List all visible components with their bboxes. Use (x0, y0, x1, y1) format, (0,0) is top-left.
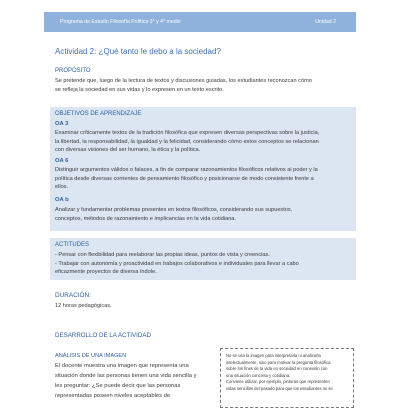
note-line: Conviene utilizar, por ejemplo, pinturas que representen (226, 379, 330, 385)
oa-line: con diversas visiones del ser humano, la ética y la política. (55, 147, 201, 154)
activity-title: Actividad 2: ¿Qué tanto le debo a la sociedad? (55, 47, 221, 56)
note-line: una situación concreta y cotidiana. (226, 372, 291, 378)
actitudes-box (50, 238, 356, 280)
proposito-line: se refleja la sociedad en sus vidas y lo expresen en un texto escrito. (55, 86, 224, 93)
objetivos-title: OBJETIVOS DE APRENDIZAJE (55, 111, 142, 117)
oa-text (55, 166, 351, 192)
oa-line: la libertad, la responsabilidad, la igualdad y la felicidad, considerando cómo estos conceptos se relacionan (55, 138, 319, 145)
objetivos-box (50, 107, 356, 231)
note-line: intelectualmente, sino para motivar la pregunta filosófica (226, 359, 331, 365)
teacher-note (220, 348, 354, 408)
actitudes-line: eficazmente proyectos de diversa índole. (55, 269, 157, 276)
analisis-line: situación donde las personas tienen una vida sencilla y (55, 373, 197, 379)
actitudes-title: ACTITUDES (55, 242, 90, 248)
analisis-line: les preguntar: ¿Se puede decir que las personas (55, 383, 181, 389)
program-name: Programa de Estudio Filosofía Política 3° y 4° medio (60, 19, 181, 25)
desarrollo-title: DESARROLLO DE LA ACTIVIDAD (55, 332, 151, 339)
actitudes-line: - Trabajar con autonomía y proactividad en trabajos colaborativos e individuales para llevar a cabo (55, 260, 299, 267)
oa-line: Analizar y fundamentar problemas presentes en textos filosóficos, considerando sus supuestos, (55, 207, 293, 213)
analisis-title: ANÁLISIS DE UNA IMAGEN (55, 353, 127, 359)
proposito-text (55, 77, 351, 94)
duracion-title: DURACIÓN: (55, 292, 91, 299)
note-line: No se usa la imagen para interpretarla ni analizarla (226, 353, 321, 358)
actitudes-line: - Pensar con flexibilidad para reelaborar las propias ideas, puntos de vista y creencias. (55, 252, 270, 258)
oa-line: Distinguir argumentos válidos o falaces, a fin de comparar razonamientos filosóficos relativos al poder y la (55, 167, 318, 173)
oa-line: conceptos, métodos de razonamiento e implicancias en la vida cotidiana. (55, 215, 236, 222)
oa-line: ellos. (55, 184, 69, 191)
oa-code: OA 3 (55, 121, 69, 127)
oa-line: Examinar críticamente textos de la tradición filosófica que expresen diversas perspectivas sobre la justicia, (55, 130, 320, 136)
oa-text (55, 206, 351, 223)
oa-text (55, 129, 351, 155)
oa-line: política desde diversas corrientes de pensamiento filosófico y posicionarse de modo consistente frente a (55, 175, 314, 182)
duracion-text: 12 horas pedagógicas. (55, 303, 112, 309)
proposito-line: Se pretende que, luego de la lectura de textos y discusiones guiadas, los estudiantes reconozcan cómo (55, 78, 312, 84)
note-line: sobre los fines de la vida en sociedad en conexión con (226, 366, 328, 372)
oa-code: OA b (55, 197, 69, 203)
analisis-text (55, 361, 215, 401)
unit-label: Unidad 2 (315, 19, 336, 25)
proposito-title: PROPÓSITO (55, 68, 91, 74)
header-bar (44, 12, 356, 32)
note-line: vidas sencillas del pasado para que los estudiantes no se (226, 385, 333, 391)
oa-code: OA 6 (55, 158, 69, 164)
analisis-line: El docente muestra una imagen que representa una (55, 363, 189, 369)
actitudes-text (55, 251, 351, 277)
analisis-line: representadas poseen niveles aceptables de (55, 393, 171, 399)
